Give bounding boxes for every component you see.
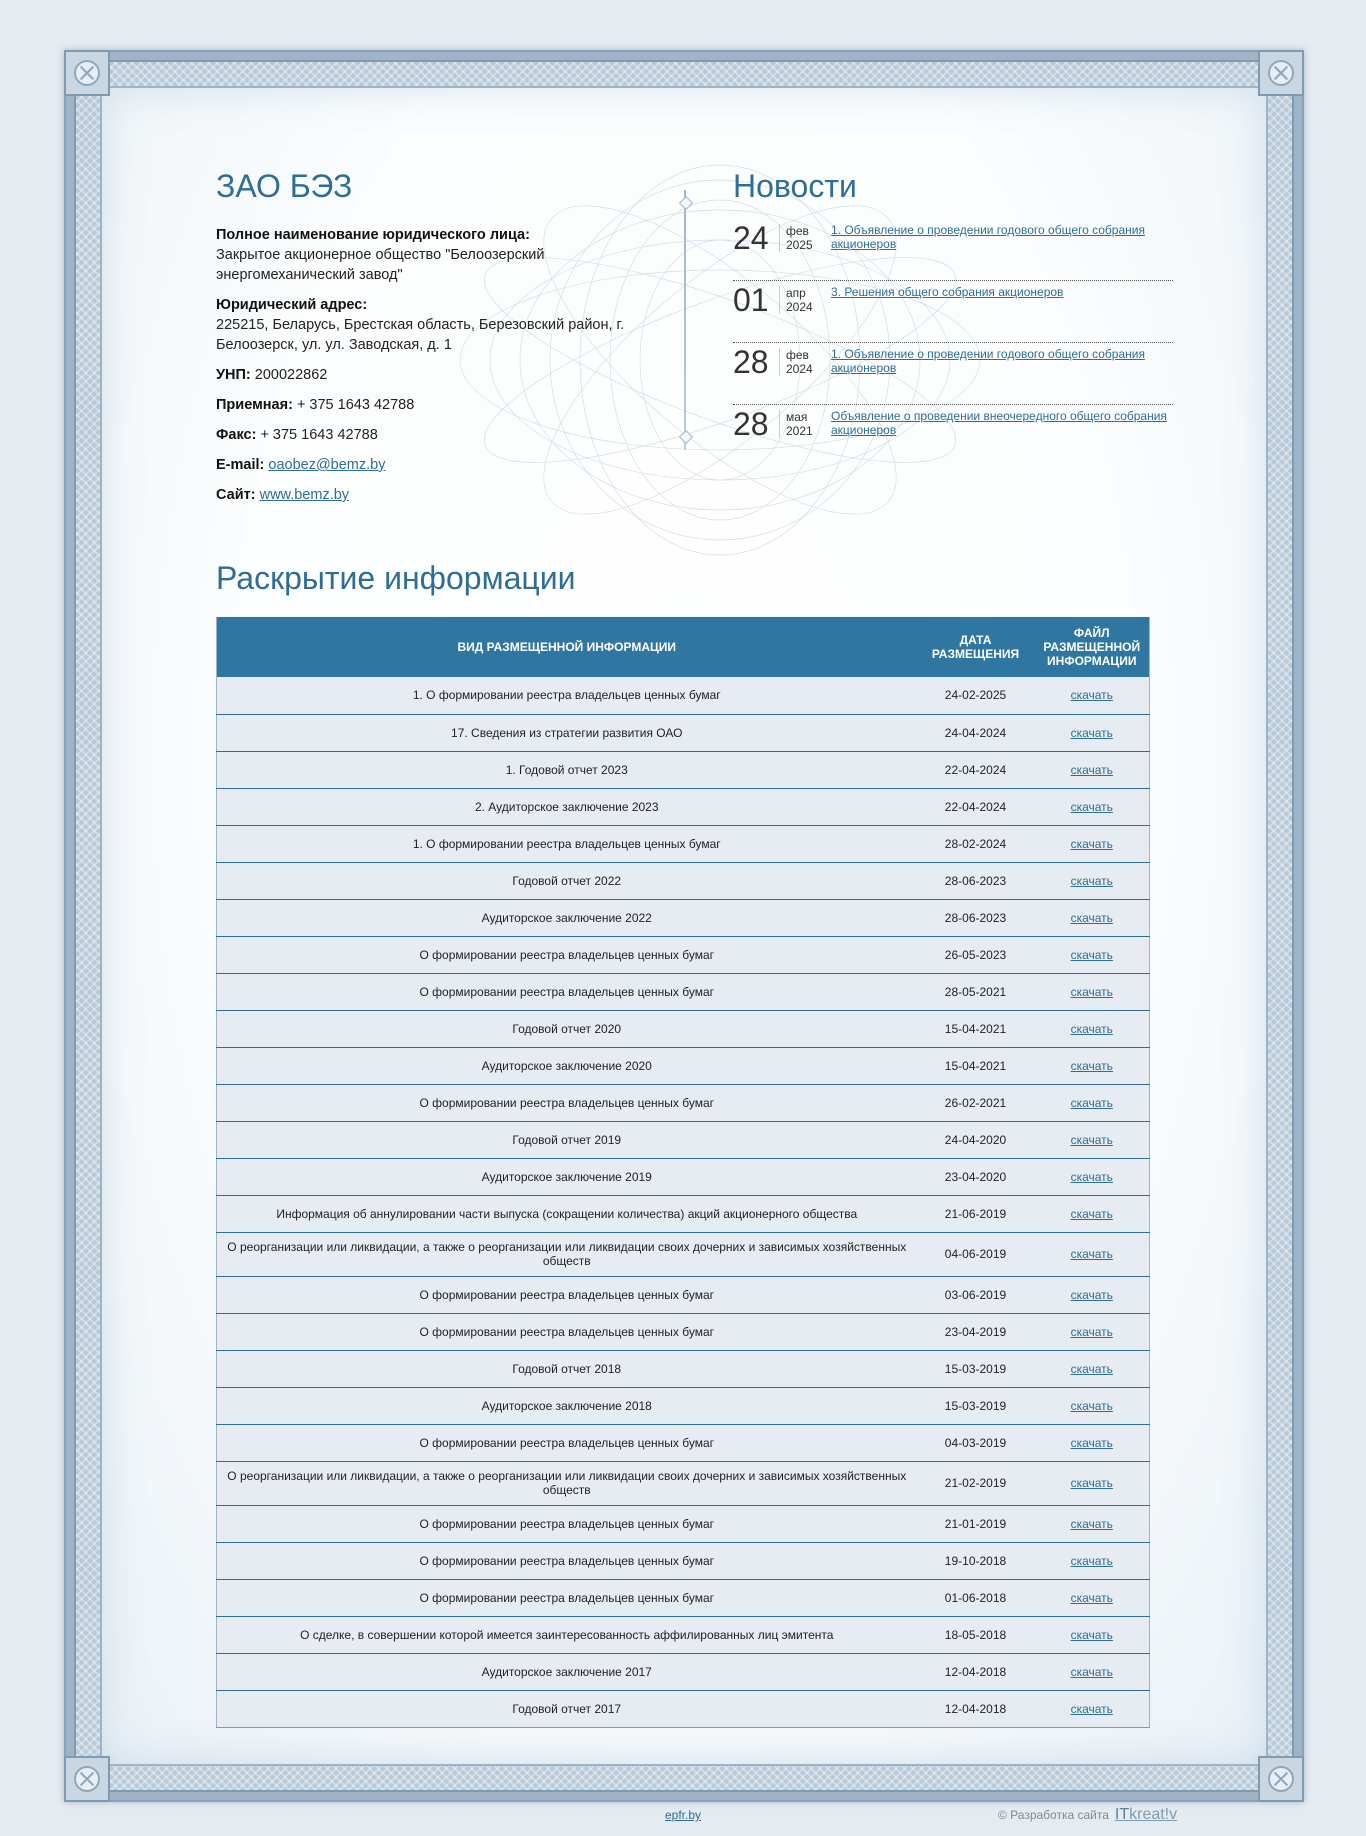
info-file-cell	[1035, 1010, 1150, 1047]
info-file-cell	[1035, 1313, 1150, 1350]
info-name-cell: О формировании реестра владельцев ценных бумаг	[217, 1276, 917, 1313]
fullname-row	[216, 225, 636, 285]
table-row	[217, 1505, 1150, 1542]
info-date-cell: 22-04-2024	[917, 788, 1035, 825]
info-file-cell	[1035, 1387, 1150, 1424]
download-link[interactable]: скачать	[1070, 1553, 1113, 1568]
news-list	[733, 219, 1173, 467]
download-link[interactable]: скачать	[1070, 1627, 1113, 1642]
info-name-cell: 2. Аудиторское заключение 2023	[217, 788, 917, 825]
info-date-cell: 21-01-2019	[917, 1505, 1035, 1542]
info-file-cell	[1035, 1195, 1150, 1232]
email-label: E-mail:	[216, 457, 265, 473]
news-month: фев	[786, 348, 809, 362]
info-date-cell: 21-02-2019	[917, 1461, 1035, 1505]
info-date-cell: 24-04-2020	[917, 1121, 1035, 1158]
info-file-cell	[1035, 936, 1150, 973]
download-link[interactable]: скачать	[1070, 984, 1113, 999]
info-date-cell: 28-06-2023	[917, 862, 1035, 899]
news-year: 2025	[786, 238, 813, 252]
info-date-cell: 15-04-2021	[917, 1010, 1035, 1047]
news-item	[733, 405, 1173, 467]
address-value: 225215, Беларусь, Брестская область, Березовский район, г. Белоозерск, ул. ул. Заводская, д. 1	[216, 317, 625, 353]
developer-logo-rest: kreat!v	[1129, 1806, 1178, 1823]
unp-row	[216, 365, 636, 385]
download-link[interactable]: скачать	[1070, 1361, 1113, 1376]
news-month: мая	[786, 410, 808, 424]
info-name-cell: О сделке, в совершении которой имеется заинтересованность аффилированных лиц эмитента	[217, 1616, 917, 1653]
footer-credit	[998, 1806, 1177, 1824]
address-row	[216, 295, 636, 355]
download-link[interactable]: скачать	[1070, 1664, 1113, 1679]
corner-ornament-icon	[1258, 1756, 1304, 1802]
fullname-value: Закрытое акционерное общество "Белоозерский энергомеханический завод"	[216, 247, 545, 283]
info-name-cell: Информация об аннулировании части выпуска (сокращении количества) акций акционерного общества	[217, 1195, 917, 1232]
info-name-cell: Аудиторское заключение 2019	[217, 1158, 917, 1195]
info-file-cell	[1035, 862, 1150, 899]
news-link[interactable]: 1. Объявление о проведении годового общего собрания акционеров	[831, 347, 1145, 375]
info-date-cell: 22-04-2024	[917, 751, 1035, 788]
download-link[interactable]: скачать	[1070, 1021, 1113, 1036]
news-link[interactable]: 1. Объявление о проведении годового общего собрания акционеров	[831, 223, 1145, 251]
info-date-cell: 15-03-2019	[917, 1350, 1035, 1387]
info-date-cell: 28-02-2024	[917, 825, 1035, 862]
footer-link[interactable]: epfr.by	[665, 1808, 702, 1822]
info-name-cell: О формировании реестра владельцев ценных бумаг	[217, 1579, 917, 1616]
download-link[interactable]: скачать	[1070, 1169, 1113, 1184]
info-date-cell: 01-06-2018	[917, 1579, 1035, 1616]
corner-ornament-icon	[64, 50, 110, 96]
reception-value: + 375 1643 42788	[296, 397, 415, 413]
info-name-cell: Аудиторское заключение 2017	[217, 1653, 917, 1690]
corner-ornament-icon	[64, 1756, 110, 1802]
fax-label: Факс:	[216, 427, 257, 443]
news-day: 01	[733, 282, 769, 318]
table-row	[217, 1232, 1150, 1276]
fullname-label: Полное наименование юридического лица:	[216, 227, 530, 243]
company-title: ЗАО БЭЗ	[216, 168, 353, 204]
table-row	[217, 1121, 1150, 1158]
news-year: 2021	[786, 424, 813, 438]
info-file-cell	[1035, 1461, 1150, 1505]
news-day: 24	[733, 220, 769, 256]
news-month: фев	[786, 224, 809, 238]
download-link[interactable]: скачать	[1070, 1095, 1113, 1110]
fax-row	[216, 425, 636, 445]
download-link[interactable]: скачать	[1070, 1058, 1113, 1073]
info-name-cell: Годовой отчет 2019	[217, 1121, 917, 1158]
info-date-cell: 21-06-2019	[917, 1195, 1035, 1232]
table-row	[217, 1461, 1150, 1505]
header-info-type: ВИД РАЗМЕЩЕННОЙ ИНФОРМАЦИИ	[217, 617, 917, 677]
info-file-cell	[1035, 1158, 1150, 1195]
info-file-cell	[1035, 1579, 1150, 1616]
info-name-cell: 1. Годовой отчет 2023	[217, 751, 917, 788]
table-row	[217, 1653, 1150, 1690]
download-link[interactable]: скачать	[1070, 799, 1113, 814]
info-date-cell: 24-02-2025	[917, 677, 1035, 714]
developer-logo[interactable]	[1115, 1806, 1177, 1824]
info-date-cell: 26-05-2023	[917, 936, 1035, 973]
news-section	[733, 168, 1173, 467]
unp-value: 200022862	[254, 367, 328, 383]
info-date-cell: 12-04-2018	[917, 1653, 1035, 1690]
info-date-cell: 28-06-2023	[917, 899, 1035, 936]
info-file-cell	[1035, 714, 1150, 751]
company-info	[216, 168, 636, 515]
disclosure-title: Раскрытие информации	[216, 560, 576, 596]
table-row	[217, 1616, 1150, 1653]
fax-value: + 375 1643 42788	[260, 427, 378, 443]
info-name-cell: Годовой отчет 2017	[217, 1690, 917, 1727]
table-row	[217, 1542, 1150, 1579]
info-date-cell: 12-04-2018	[917, 1690, 1035, 1727]
credit-text: © Разработка сайта	[998, 1808, 1109, 1822]
info-name-cell: О реорганизации или ликвидации, а также о реорганизации или ликвидации своих дочерних и зависимых хозяйственных обществ	[217, 1461, 917, 1505]
info-name-cell: О формировании реестра владельцев ценных бумаг	[217, 1084, 917, 1121]
info-file-cell	[1035, 751, 1150, 788]
download-link[interactable]: скачать	[1070, 1324, 1113, 1339]
download-link[interactable]: скачать	[1070, 836, 1113, 851]
info-date-cell: 15-03-2019	[917, 1387, 1035, 1424]
download-link[interactable]: скачать	[1070, 762, 1113, 777]
disclosure-table	[216, 617, 1150, 1728]
info-file-cell	[1035, 1350, 1150, 1387]
info-name-cell: О формировании реестра владельцев ценных бумаг	[217, 1505, 917, 1542]
site-label: Сайт:	[216, 487, 256, 503]
info-file-cell	[1035, 1084, 1150, 1121]
info-file-cell	[1035, 1121, 1150, 1158]
info-name-cell: Аудиторское заключение 2018	[217, 1387, 917, 1424]
info-date-cell: 04-03-2019	[917, 1424, 1035, 1461]
download-link[interactable]: скачать	[1070, 1132, 1113, 1147]
info-file-cell	[1035, 1616, 1150, 1653]
news-item	[733, 343, 1173, 405]
news-month-year	[779, 348, 827, 376]
download-link[interactable]: скачать	[1070, 1247, 1113, 1261]
info-file-cell	[1035, 1232, 1150, 1276]
info-file-cell	[1035, 899, 1150, 936]
download-link[interactable]: скачать	[1070, 1590, 1113, 1605]
table-row	[217, 936, 1150, 973]
info-name-cell: 1. О формировании реестра владельцев ценных бумаг	[217, 677, 917, 714]
info-name-cell: О формировании реестра владельцев ценных бумаг	[217, 1424, 917, 1461]
info-date-cell: 18-05-2018	[917, 1616, 1035, 1653]
site-row	[216, 485, 636, 505]
email-row	[216, 455, 636, 475]
info-file-cell	[1035, 1047, 1150, 1084]
news-month: апр	[786, 286, 806, 300]
info-date-cell: 03-06-2019	[917, 1276, 1035, 1313]
table-row	[217, 1010, 1150, 1047]
news-title: Новости	[733, 168, 857, 204]
table-row	[217, 1424, 1150, 1461]
news-month-year	[779, 224, 827, 252]
table-row	[217, 751, 1150, 788]
table-header-row	[217, 617, 1150, 677]
download-link[interactable]: скачать	[1070, 873, 1113, 888]
info-file-cell	[1035, 973, 1150, 1010]
news-month-year	[779, 410, 827, 438]
info-name-cell: О реорганизации или ликвидации, а также о реорганизации или ликвидации своих дочерних и зависимых хозяйственных обществ	[217, 1232, 917, 1276]
info-file-cell	[1035, 1505, 1150, 1542]
news-link[interactable]: 3. Решения общего собрания акционеров	[831, 285, 1064, 299]
site-link[interactable]: www.bemz.by	[259, 487, 350, 503]
vertical-divider	[684, 190, 686, 450]
download-link[interactable]: скачать	[1070, 1398, 1113, 1413]
table-row	[217, 899, 1150, 936]
info-date-cell: 19-10-2018	[917, 1542, 1035, 1579]
download-link[interactable]: скачать	[1070, 1476, 1113, 1490]
info-file-cell	[1035, 825, 1150, 862]
news-year: 2024	[786, 300, 813, 314]
info-date-cell: 23-04-2019	[917, 1313, 1035, 1350]
reception-row	[216, 395, 636, 415]
download-link[interactable]: скачать	[1070, 1206, 1113, 1221]
download-link[interactable]: скачать	[1070, 947, 1113, 962]
download-link[interactable]: скачать	[1070, 1287, 1113, 1302]
info-file-cell	[1035, 1424, 1150, 1461]
info-date-cell: 23-04-2020	[917, 1158, 1035, 1195]
table-row	[217, 1579, 1150, 1616]
info-name-cell: Годовой отчет 2018	[217, 1350, 917, 1387]
news-item	[733, 281, 1173, 343]
table-row	[217, 1047, 1150, 1084]
table-row	[217, 1276, 1150, 1313]
news-item	[733, 219, 1173, 281]
email-link[interactable]: oaobez@bemz.by	[268, 457, 386, 473]
info-date-cell: 15-04-2021	[917, 1047, 1035, 1084]
download-link[interactable]: скачать	[1070, 688, 1113, 703]
info-name-cell: 1. О формировании реестра владельцев ценных бумаг	[217, 825, 917, 862]
header-date: ДАТА РАЗМЕЩЕНИЯ	[917, 617, 1035, 677]
info-name-cell: О формировании реестра владельцев ценных бумаг	[217, 1313, 917, 1350]
unp-label: УНП:	[216, 367, 251, 383]
table-row	[217, 862, 1150, 899]
info-name-cell: 17. Сведения из стратегии развития ОАО	[217, 714, 917, 751]
info-name-cell: О формировании реестра владельцев ценных бумаг	[217, 936, 917, 973]
table-row	[217, 1313, 1150, 1350]
download-link[interactable]: скачать	[1070, 910, 1113, 925]
table-row	[217, 788, 1150, 825]
info-name-cell: Годовой отчет 2020	[217, 1010, 917, 1047]
download-link[interactable]: скачать	[1070, 1435, 1113, 1450]
table-row	[217, 1084, 1150, 1121]
table-row	[217, 1195, 1150, 1232]
info-file-cell	[1035, 788, 1150, 825]
news-year: 2024	[786, 362, 813, 376]
info-name-cell: О формировании реестра владельцев ценных бумаг	[217, 973, 917, 1010]
info-file-cell	[1035, 1653, 1150, 1690]
info-file-cell	[1035, 1690, 1150, 1727]
news-link[interactable]: Объявление о проведении внеочередного общего собрания акционеров	[831, 409, 1167, 437]
news-day: 28	[733, 344, 769, 380]
table-body	[217, 677, 1150, 1727]
download-link[interactable]: скачать	[1070, 1516, 1113, 1531]
info-file-cell	[1035, 677, 1150, 714]
download-link[interactable]: скачать	[1070, 1701, 1113, 1716]
info-date-cell: 04-06-2019	[917, 1232, 1035, 1276]
info-date-cell: 28-05-2021	[917, 973, 1035, 1010]
table-row	[217, 825, 1150, 862]
news-month-year	[779, 286, 827, 314]
info-file-cell	[1035, 1542, 1150, 1579]
reception-label: Приемная:	[216, 397, 293, 413]
table-row	[217, 1387, 1150, 1424]
info-file-cell	[1035, 1276, 1150, 1313]
info-date-cell: 26-02-2021	[917, 1084, 1035, 1121]
info-name-cell: О формировании реестра владельцев ценных бумаг	[217, 1542, 917, 1579]
news-day: 28	[733, 406, 769, 442]
info-name-cell: Аудиторское заключение 2020	[217, 1047, 917, 1084]
info-name-cell: Аудиторское заключение 2022	[217, 899, 917, 936]
table-row	[217, 1690, 1150, 1727]
developer-logo-it: IT	[1114, 1806, 1130, 1823]
address-label: Юридический адрес:	[216, 297, 368, 313]
download-link[interactable]: скачать	[1070, 725, 1113, 740]
info-date-cell: 24-04-2024	[917, 714, 1035, 751]
header-file: ФАЙЛ РАЗМЕЩЕННОЙ ИНФОРМАЦИИ	[1035, 617, 1150, 677]
table-row	[217, 1158, 1150, 1195]
info-name-cell: Годовой отчет 2022	[217, 862, 917, 899]
table-row	[217, 714, 1150, 751]
table-row	[217, 1350, 1150, 1387]
table-row	[217, 973, 1150, 1010]
corner-ornament-icon	[1258, 50, 1304, 96]
table-row	[217, 677, 1150, 714]
